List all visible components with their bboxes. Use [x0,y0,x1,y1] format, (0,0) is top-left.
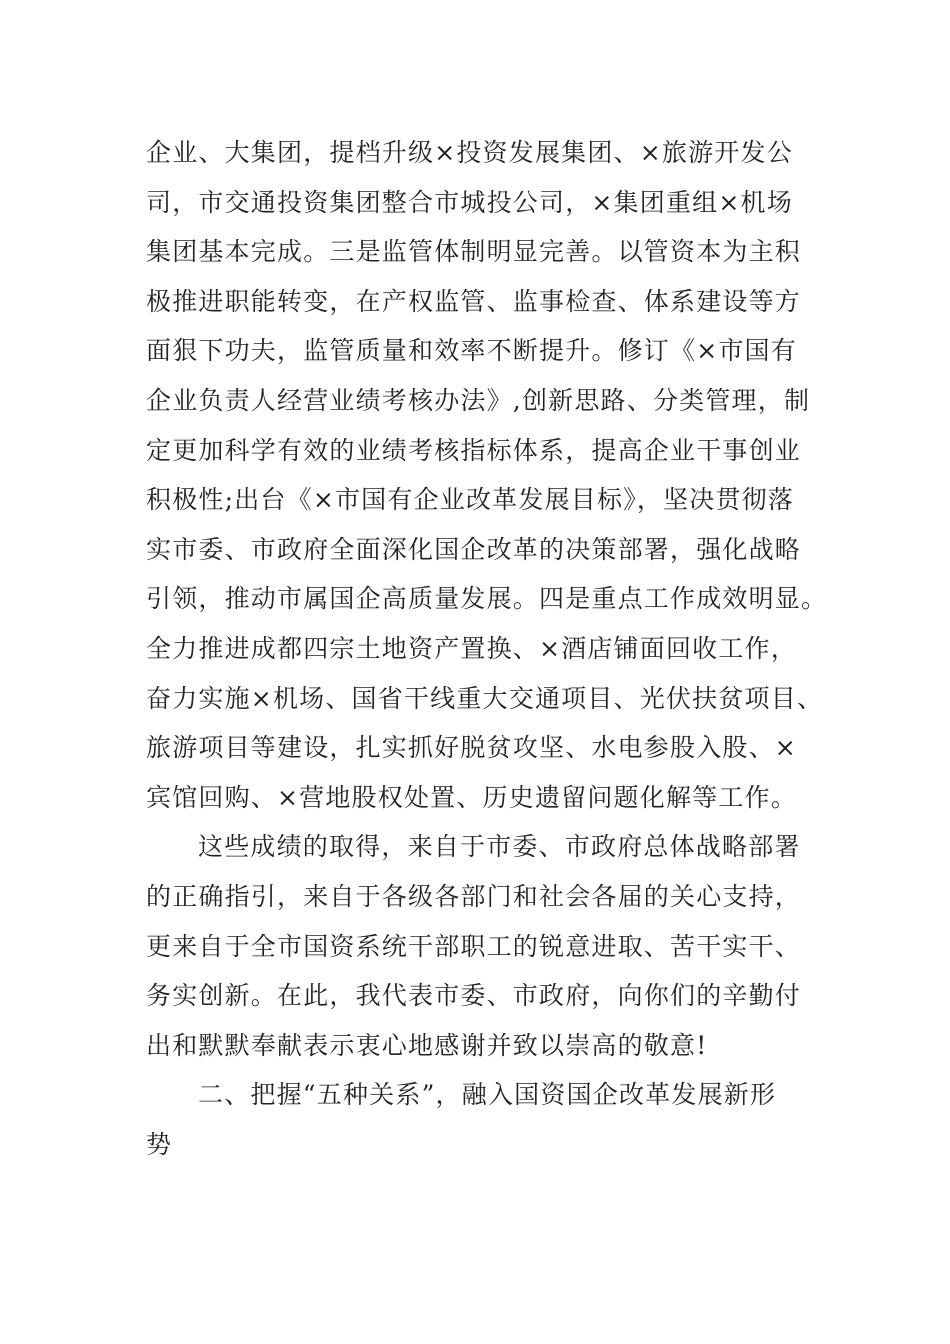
text-line: 出和默默奉献表示衷心地感谢并致以崇高的敬意! [146,1030,708,1060]
paragraph-first-line: 这些成绩的取得，来自于市委、市政府总体战略部署 [198,832,801,862]
text-line: 旅游项目等建设，扎实抓好脱贫攻坚、水电参股入股、× [146,733,797,763]
text-line: 企业负责人经营业绩考核办法》,创新思路、分类管理，制 [146,385,811,415]
text-line: 积极性;出台《×市国有企业改革发展目标》，坚决贯彻落 [146,485,795,515]
text-line: 全力推进成都四宗土地资产置换、×酒店铺面回收工作， [146,633,797,663]
text-line: 务实创新。在此，我代表市委、市政府，向你们的辛勤付 [146,981,802,1011]
text-line: 的正确指引，来自于各级各部门和社会各届的关心支持， [146,881,802,911]
text-line: 实市委、市政府全面深化国企改革的决策部署，强化战略 [146,534,802,564]
text-line: 极推进职能转变，在产权监管、监事检查、体系建设等方 [146,286,802,316]
text-line: 引领，推动市属国企高质量发展。四是重点工作成效明显。 [146,584,828,614]
text-line: 奋力实施×机场、国省干线重大交通项目、光伏扶贫项目、 [146,683,824,713]
text-line: 面狠下功夫，监管质量和效率不断提升。修订《×市国有 [146,336,797,366]
text-line: 宾馆回购、×营地股权处置、历史遗留问题化解等工作。 [146,782,797,812]
document-body [146,128,828,1169]
section-heading: 二、把握“五种关系”，融入国资国企改革发展新形 [198,1080,777,1110]
text-line: 企业、大集团，提档升级×投资发展集团、×旅游开发公 [146,138,793,167]
text-line: 集团基本完成。三是监管体制明显完善。以管资本为主积 [146,237,802,267]
text-line: 定更加科学有效的业绩考核指标体系，提高企业干事创业 [146,435,802,465]
text-line: 司，市交通投资集团整合市城投公司，×集团重组×机场 [146,187,793,217]
text-line: 更来自于全市国资系统干部职工的锐意进取、苦干实干、 [146,931,802,961]
section-heading-continuation: 势 [146,1129,173,1159]
